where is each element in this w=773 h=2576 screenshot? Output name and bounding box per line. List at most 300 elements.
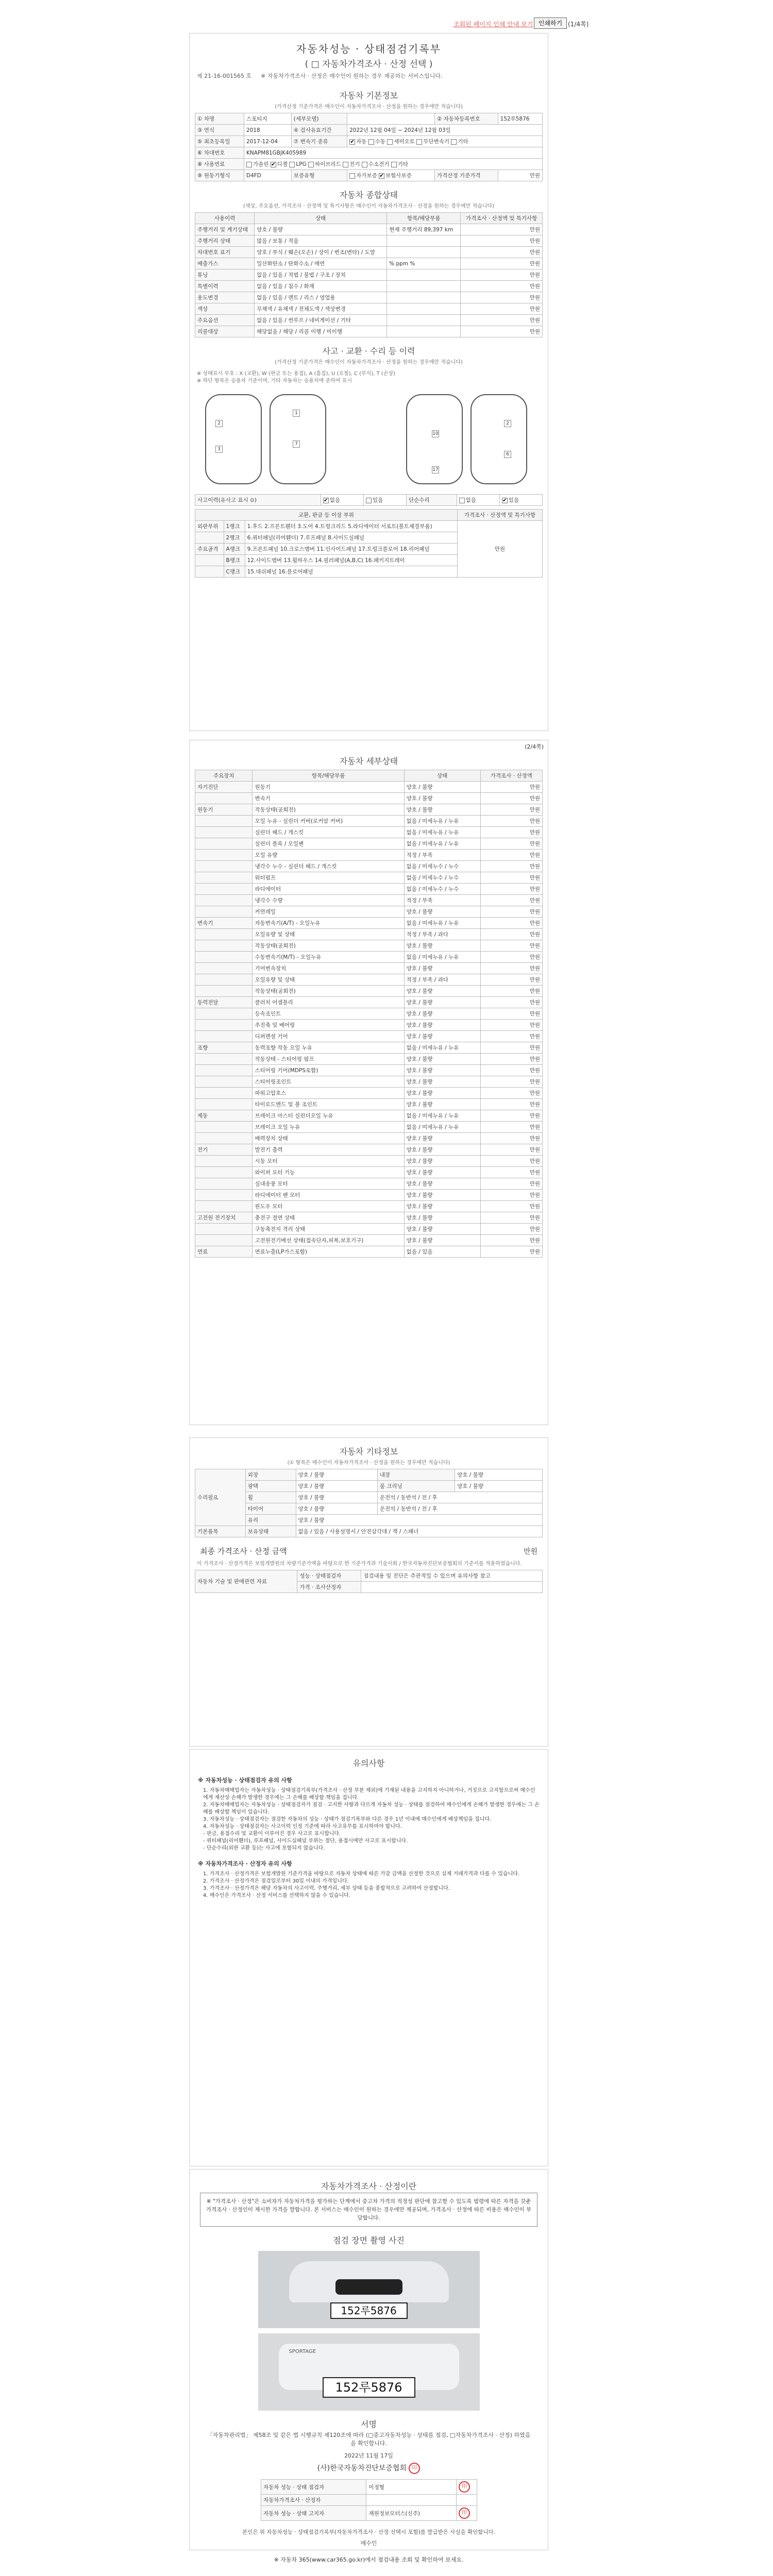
label-inspection-period: ④ 검사유효기간 [291,125,347,136]
detail-status: 적정 / 부족 / 과다 [404,929,480,940]
detail-price: 만원 [480,940,542,952]
detail-item: 브레이크 오일 누유 [253,1122,404,1133]
detail-item: 라디에이터 팬 모터 [253,1190,404,1201]
row-status: 없음 / 있음 / 사용설명서 / 안전삼각대 / 잭 / 스패너 [296,1526,543,1537]
detail-head-item: 항목/해당부품 [253,770,404,782]
detail-item: 오일 유량 [253,850,404,861]
detail-status: 양호 / 불량 [404,1099,480,1110]
table-row [195,963,543,974]
part-marker-icon: 2 [215,420,223,427]
opt-electric: 전기 [349,161,360,167]
checkbox-icon [308,162,314,167]
checkbox-icon [368,139,374,145]
transmission-options [347,136,543,147]
detail-status: 없음 / 미세누유 / 누유 [404,838,480,850]
detail-item: 스티어링 기어(MDPS포함) [253,1065,404,1076]
table-row [195,1246,543,1258]
opt-etc: 기타 [458,139,468,145]
detail-price: 만원 [480,1054,542,1065]
detail-item: 실린더 블록 / 오일팬 [253,838,404,850]
detail-price: 만원 [480,1235,542,1246]
opt-manual: 수동 [375,139,386,145]
opt-diesel: 디젤 [277,161,288,167]
detail-item: 오일유량 및 상태 [253,974,404,986]
parts-rank: A랭크 [224,544,245,555]
table-row [195,1167,543,1178]
row-price: 만원 [461,258,543,269]
detail-item: 오일유량 및 상태 [253,929,404,940]
section-caution-title: 유의사항 [352,1758,385,1768]
page-2 [189,740,548,1425]
detail-status: 적정 / 부족 / 과다 [404,974,480,986]
overall-head-status: 상태 [255,213,387,224]
detail-item: 실린더 헤드 / 개스킷 [253,827,404,838]
table-row [195,997,543,1008]
detail-item: 등속조인트 [253,1008,404,1020]
detail-status: 없음 / 미세누유 / 누유 [404,1042,480,1054]
row-label: 성능 · 상태점검자 [297,1570,361,1582]
row-label: 용도변경 [195,292,255,303]
table-row [195,1133,543,1144]
photo-section-title: 점검 장면 촬영 사진 [333,2235,405,2245]
detail-status: 양호 / 불량 [404,1031,480,1042]
row-label: 리콜대상 [195,326,255,337]
row-label: 타이어 [245,1503,296,1515]
detail-item: 수동변속기(M/T) - 오일누유 [253,952,404,963]
pricing-explain-box: ※ "가격조사 · 산정"은 소비자가 자동차가격을 평가하는 단계에서 중고차 가격의 적정성 판단에 참고할 수 있도록 법령에 따른 자격을 갖춘 가격조사 · 산정인이 제시한 가격을 말합니다. 본 서비스는 매수인이 원하는 경우에만 제공되며, 가격조사 · 산정에 따른 비용은 매수인이 부담합니다. [200,2193,537,2227]
row-value [366,2495,457,2506]
final-price-note: 이 가격조사 · 산정가격은 보험개발원의 차량기준가액을 바탕으로 한 기준가격과 기술사회 / 한국자동차진단보증협회의 기준서를 적용하였습니다. [197,1561,522,1567]
detail-status: 없음 / 미세누유 / 누유 [404,827,480,838]
detail-system [195,952,253,963]
other-info-table [195,1469,543,1537]
row-status: 양호 / 불량 [296,1515,543,1526]
row-label: 룸 크리닝 [377,1481,455,1492]
print-guide-link[interactable]: 조회된 페이지 인쇄 안내 보기 [453,21,533,28]
detail-price: 만원 [480,1156,542,1167]
part-marker-icon: 10 [432,431,439,436]
checkbox-icon [289,162,295,167]
row-value: 점검내용 및 진단은 주관적일 수 있으며 유의사항 참고 [361,1570,543,1582]
detail-status: 양호 / 불량 [404,1144,480,1156]
checkbox-icon [343,162,348,167]
detail-status: 양호 / 불량 [404,1201,480,1212]
row-label: 기본품목 [195,1526,246,1537]
row-price: 만원 [461,269,543,281]
list-item: - 판금, 용접수리 및 교환이 이루어진 경우 사고로 표시합니다. [203,1831,341,1837]
detail-head-status: 상태 [404,770,480,782]
row-price: 만원 [461,303,543,315]
row-label: 차대번호 표기 [195,247,255,258]
table-row [195,1570,543,1582]
accident-legend [190,368,548,387]
value-inspection-period: 2022년 12월 04일 ~ 2024년 12월 03일 [347,125,543,136]
detail-price: 만원 [480,1031,542,1042]
detail-price: 만원 [480,850,542,861]
detail-price: 만원 [480,1246,542,1258]
table-row [195,521,543,532]
parts-list: 1.후드 2.프론트휀더 3.도어 4.트렁크리드 5.라디에이터 서포트(볼트체결부품) [245,521,457,532]
opt-insurance-warranty: 보험사보증 [385,173,412,179]
part-marker-icon: 2 [504,420,511,427]
detail-price: 만원 [480,1042,542,1054]
parts-group [195,532,224,544]
opt-fuel-etc: 기타 [397,161,409,167]
value-first-reg: 2017-12-04 [244,136,292,147]
detail-system [195,940,253,952]
row-status: 없음 / 있음 / 렌트 / 리스 / 영업용 [255,292,387,303]
row-status: 양호 / 불량 [296,1503,377,1515]
seal-stamp-icon: 印 [409,2463,420,2474]
detail-item: 작동상태(공회전) [253,940,404,952]
simple-repair-label: 단순수리 [407,495,457,506]
detail-item: 타이로드엔드 및 볼 조인트 [253,1099,404,1110]
detail-status: 양호 / 불량 [404,1156,480,1167]
detail-system [195,1065,253,1076]
table-row [195,793,543,804]
detail-item: 워터펌프 [253,872,404,884]
detail-status: 적정 / 부족 [404,850,480,861]
row-label: 자동차가격조사 · 산정자 [261,2495,366,2506]
row-price: 만원 [461,292,543,303]
detail-system [195,872,253,884]
table-row [195,838,543,850]
table-row [195,918,543,929]
row-value: 재원정보모터스(신주) [366,2506,457,2521]
detail-price: 만원 [480,906,542,918]
table-row [195,1235,543,1246]
page-footer [189,2555,548,2570]
row-item [387,269,461,281]
row-label: 자동차 기술 및 판매관련 자료 [195,1570,297,1593]
row-status: 없음 / 있음 / 침수 / 화재 [255,281,387,292]
label-plate: ② 자동차등록번호 [435,113,498,125]
detail-system [195,1201,253,1212]
table-row [195,872,543,884]
row-label: 외장 [245,1469,296,1481]
table-row [195,940,543,952]
detail-system [195,827,253,838]
detail-system: 원동기 [195,804,253,816]
final-price-title: 최종 가격조사 · 산정 금액 [200,1547,287,1556]
row-status: 양호 / 불량 [255,224,387,235]
parts-list: 15.대쉬패널 16.플로어패널 [245,566,457,578]
row-price: 만원 [461,235,543,247]
table-row [195,258,543,269]
list-item: 1. 가격조사 · 산정가격은 보험개발원 기준가격을 바탕으로 자동차 상태에 따른 가감 금액을 산정한 것으로 실제 거래가격과 다를 수 있습니다. [203,1871,520,1877]
detail-system: 조향 [195,1042,253,1054]
table-row [195,1020,543,1031]
detail-item: 동력조향 작동 오일 누유 [253,1042,404,1054]
detail-status: 양호 / 불량 [404,1212,480,1224]
detail-system [195,1167,253,1178]
value-model: 스포티지 [244,113,292,125]
accident-parts-head: 교환, 판금 등 이상 부위 [195,510,458,521]
checkbox-icon [387,139,393,145]
list-item: 3. 가격조사 · 산정가격은 해당 자동차의 사고이력, 주행거리, 세부 상태 등을 종합적으로 고려하여 산정합니다. [203,1886,450,1891]
value-base-price: 만원 [498,170,542,181]
accident-price: 만원 [457,521,542,578]
parts-rank: C랭크 [224,566,245,578]
caution-head-1: ※ 자동차성능 · 상태점검자 유의 사항 [198,1777,292,1784]
overall-head-item: 항목/해당부품 [387,213,461,224]
detail-system: 전기 [195,1144,253,1156]
detail-price: 만원 [480,1167,542,1178]
detail-system: 연료 [195,1246,253,1258]
detail-price: 만원 [480,816,542,827]
label-first-reg: ⑤ 최초등록일 [195,136,244,147]
detail-status: 양호 / 불량 [404,1088,480,1099]
accident-yes: 있음 [372,497,383,503]
detail-status: 양호 / 불량 [404,1054,480,1065]
row-value: 이정형 [366,2480,457,2495]
detail-system [195,1099,253,1110]
row-label: 자동차 성능 · 상태 점검자 [261,2480,366,2495]
detail-system [195,884,253,895]
checkbox-icon [349,173,355,179]
table-row [195,269,543,281]
opt-gasoline: 가솔린 [253,161,269,167]
value-vin: KNAPM81GBJK405989 [244,147,543,159]
parts-list: 6.쿼터패널(리어휀더) 7.루프패널 8.사이드실패널 [245,532,457,544]
detail-item: 발전기 출력 [253,1144,404,1156]
row-status: 양호 / 불량 [455,1481,543,1492]
label-year: ③ 연식 [195,125,244,136]
receiver-label: 매수인 [360,2540,377,2547]
detail-price: 만원 [480,1099,542,1110]
table-row [195,1190,543,1201]
row-label: 특별이력 [195,281,255,292]
table-row [261,2506,477,2521]
table-row [195,1144,543,1156]
table-row [195,1099,543,1110]
checkbox-icon [362,162,367,167]
section-other-title: 자동차 기타정보 [339,1447,398,1456]
detail-price: 만원 [480,986,542,997]
price-info-table [195,1570,543,1593]
section-basic-title: 자동차 기본정보 [339,91,398,100]
parts-rank: 2랭크 [224,532,245,544]
car-diagram [200,389,537,492]
detail-system [195,895,253,906]
detail-price: 만원 [480,1076,542,1088]
row-status: 무채색 / 유채색 / 전체도색 / 색상변경 [255,303,387,315]
checkbox-icon [391,162,397,167]
label-fuel: ⑧ 사용연료 [195,159,244,170]
detail-price: 만원 [480,1144,542,1156]
row-label: 색상 [195,303,255,315]
row-item [387,281,461,292]
row-label: 주행거리 및 계기상태 [195,224,255,235]
list-item: - 단순수리(외판 교환 등)는 사고에 포함되지 않습니다. [203,1845,325,1851]
detail-system [195,906,253,918]
detail-status: 양호 / 불량 [404,1178,480,1190]
checkbox-icon [416,139,422,145]
section-pricing-explain-title: 자동차가격조사 · 산정이란 [321,2181,417,2191]
accident-parts-price-head: 가격조사 · 산정액 및 특기사항 [457,510,542,521]
caution-list-2 [198,1871,540,1900]
table-row [195,827,543,838]
detail-system [195,974,253,986]
row-item [387,247,461,258]
detail-price: 만원 [480,1065,542,1076]
detail-status: 양호 / 불량 [404,906,480,918]
table-row [195,1088,543,1099]
signature-title: 서명 [361,2419,377,2429]
row-item [387,292,461,303]
detail-price: 만원 [480,793,542,804]
table-row [195,861,543,872]
detail-system: 고전원 전기장치 [195,1212,253,1224]
row-label: 내장 [377,1469,455,1481]
list-item: - 쿼터패널(리어휀더), 루프패널, 사이드실패널 부위는 절단, 용접시에만 사고로 표시합니다. [203,1838,408,1844]
checkbox-icon [459,498,465,503]
seal-stamp-icon: 印 [459,2481,470,2493]
detail-system [195,1224,253,1235]
detail-system [195,1088,253,1099]
page-1 [189,33,548,731]
detail-status: 양호 / 불량 [404,1133,480,1144]
opt-semi: 세미오토 [394,139,415,145]
basic-info-table [195,113,543,181]
detail-price: 만원 [480,1088,542,1099]
row-label: 배출가스 [195,258,255,269]
section-overall-title: 자동차 종합상태 [339,190,398,200]
parts-rank: B랭크 [224,555,245,566]
row-label: 주행거리 상태 [195,235,255,247]
car-grille-shape [335,2279,402,2295]
table-row [195,1122,543,1133]
row-status: 양호 / 부식 / 훼손(오손) / 상이 / 변조(변타) / 도말 [255,247,387,258]
detail-item: 스티어링조인트 [253,1076,404,1088]
table-row [195,906,543,918]
detail-status: 양호 / 불량 [404,1167,480,1178]
table-row [195,1031,543,1042]
checkbox-icon [451,139,457,145]
detail-item: 기어변속장치 [253,963,404,974]
table-row [195,315,543,326]
detail-system [195,850,253,861]
detail-system [195,963,253,974]
row-item [387,303,461,315]
opt-cvt: 무단변속기 [423,139,449,145]
table-row [195,1492,543,1503]
detail-item: 냉각수 수량 [253,895,404,906]
table-row [195,1503,543,1515]
detail-price: 만원 [480,1224,542,1235]
accident-none: 없음 [329,497,341,503]
table-row [195,1110,543,1122]
repair-yes: 있음 [508,497,519,503]
checkbox-checked-icon: ✔ [271,161,276,167]
table-row [261,2495,477,2506]
detail-system [195,929,253,940]
detail-item: 자동변속기(A/T) - 오일누유 [253,918,404,929]
row-label: 자동차 성능 · 상태 고지자 [261,2506,366,2521]
detail-system [195,1076,253,1088]
detail-status: 양호 / 불량 [404,1065,480,1076]
table-row [195,850,543,861]
row-status: 없음 / 있음 / 썬루프 / 네비게이션 / 기타 [255,315,387,326]
warranty-options [347,170,435,181]
section-accident-note: (가격산정 기준가격은 매수인이 자동차가격조사 · 산정을 원하는 경우에만 적습니다) [275,360,463,365]
detail-item: 시동 모터 [253,1156,404,1167]
detail-item: 와이퍼 모터 기능 [253,1167,404,1178]
row-item: 현재 주행거리 89,397 km [387,224,461,235]
detail-status: 양호 / 불량 [404,1190,480,1201]
row-item: % ppm % [387,258,461,269]
row-price: 만원 [461,315,543,326]
row-price: 만원 [461,224,543,235]
table-row [195,1481,543,1492]
detail-status: 없음 / 미세누유 / 누유 [404,816,480,827]
detail-item: 변속기 [253,793,404,804]
parts-group [195,566,224,578]
seal-stamp-icon: 印 [459,2507,470,2519]
table-row [195,1156,543,1167]
label-vin: ⑥ 차대번호 [195,147,244,159]
overall-table [195,212,543,337]
car-outline-side-right [470,394,527,484]
detail-item: 디퍼렌셜 기어 [253,1031,404,1042]
repair-need-label: 수리필요 [195,1469,246,1526]
detail-status: 없음 / 미세누유 / 누유 [404,918,480,929]
detail-price: 만원 [480,952,542,963]
detail-system [195,861,253,872]
row-status: 양호 / 불량 [455,1469,543,1481]
parts-rank: 1랭크 [224,521,245,532]
value-detail-model [347,113,435,125]
doc-subtitle: ( □ 자동차가격조사 · 산정 선택 ) [305,59,433,70]
detail-item: 충전구 절연 상태 [253,1212,404,1224]
table-row [195,303,543,315]
accident-legend-line: ※ 상태표시 부호 : X (교환), W (판금 또는 용접), A (흠집), U (요철), C (부식), T (손상) [197,371,396,377]
detail-price: 만원 [480,1201,542,1212]
detail-item: 오일 누유 - 실린더 커버(로커암 커버) [253,816,404,827]
row-price: 만원 [461,247,543,258]
list-item: 2. 자동차매매업자는 자동차성능 · 상태점검자가 점검 · 고지한 사항과 다르게 자동차 성능 · 상태를 점검하여 매수인에게 손해가 발생한 경우에는 그 손해를 배상할 책임이 있습니다. [203,1802,540,1815]
detail-system: 자기진단 [195,782,253,793]
table-row [195,1065,543,1076]
row-status: 양호 / 불량 [296,1492,377,1503]
detail-system [195,1133,253,1144]
table-row [261,2480,477,2495]
row-value [361,1582,543,1593]
detail-price: 만원 [480,1190,542,1201]
table-row [195,895,543,906]
table-row [195,1224,543,1235]
value-engine: D4FD [244,170,292,181]
part-marker-icon: 1 [293,410,300,417]
table-row [195,804,543,816]
label-base-price: 가격산정 기준가격 [435,170,498,181]
opt-hydrogen: 수소전기 [368,161,390,167]
checkbox-icon [366,498,372,503]
detail-item: 고전원전기배선 상태(접속단자,피복,보호기구) [253,1235,404,1246]
doc-number: 제 21-16-001565 호 [197,73,252,79]
part-marker-icon: 7 [293,440,300,448]
label-warranty: 보증유형 [291,170,347,181]
table-row [195,1076,543,1088]
detail-status: 양호 / 불량 [404,986,480,997]
detail-price: 만원 [480,872,542,884]
section-basic-note: (가격산정 기준가격은 매수인이 자동차가격조사 · 산정을 원하는 경우에만 적습니다) [275,104,463,110]
parts-group [195,555,224,566]
print-button[interactable]: 인쇄하기 [534,18,567,29]
fuel-options [244,159,543,170]
detail-item: 추진축 및 베어링 [253,1020,404,1031]
detail-system: 제동 [195,1110,253,1122]
